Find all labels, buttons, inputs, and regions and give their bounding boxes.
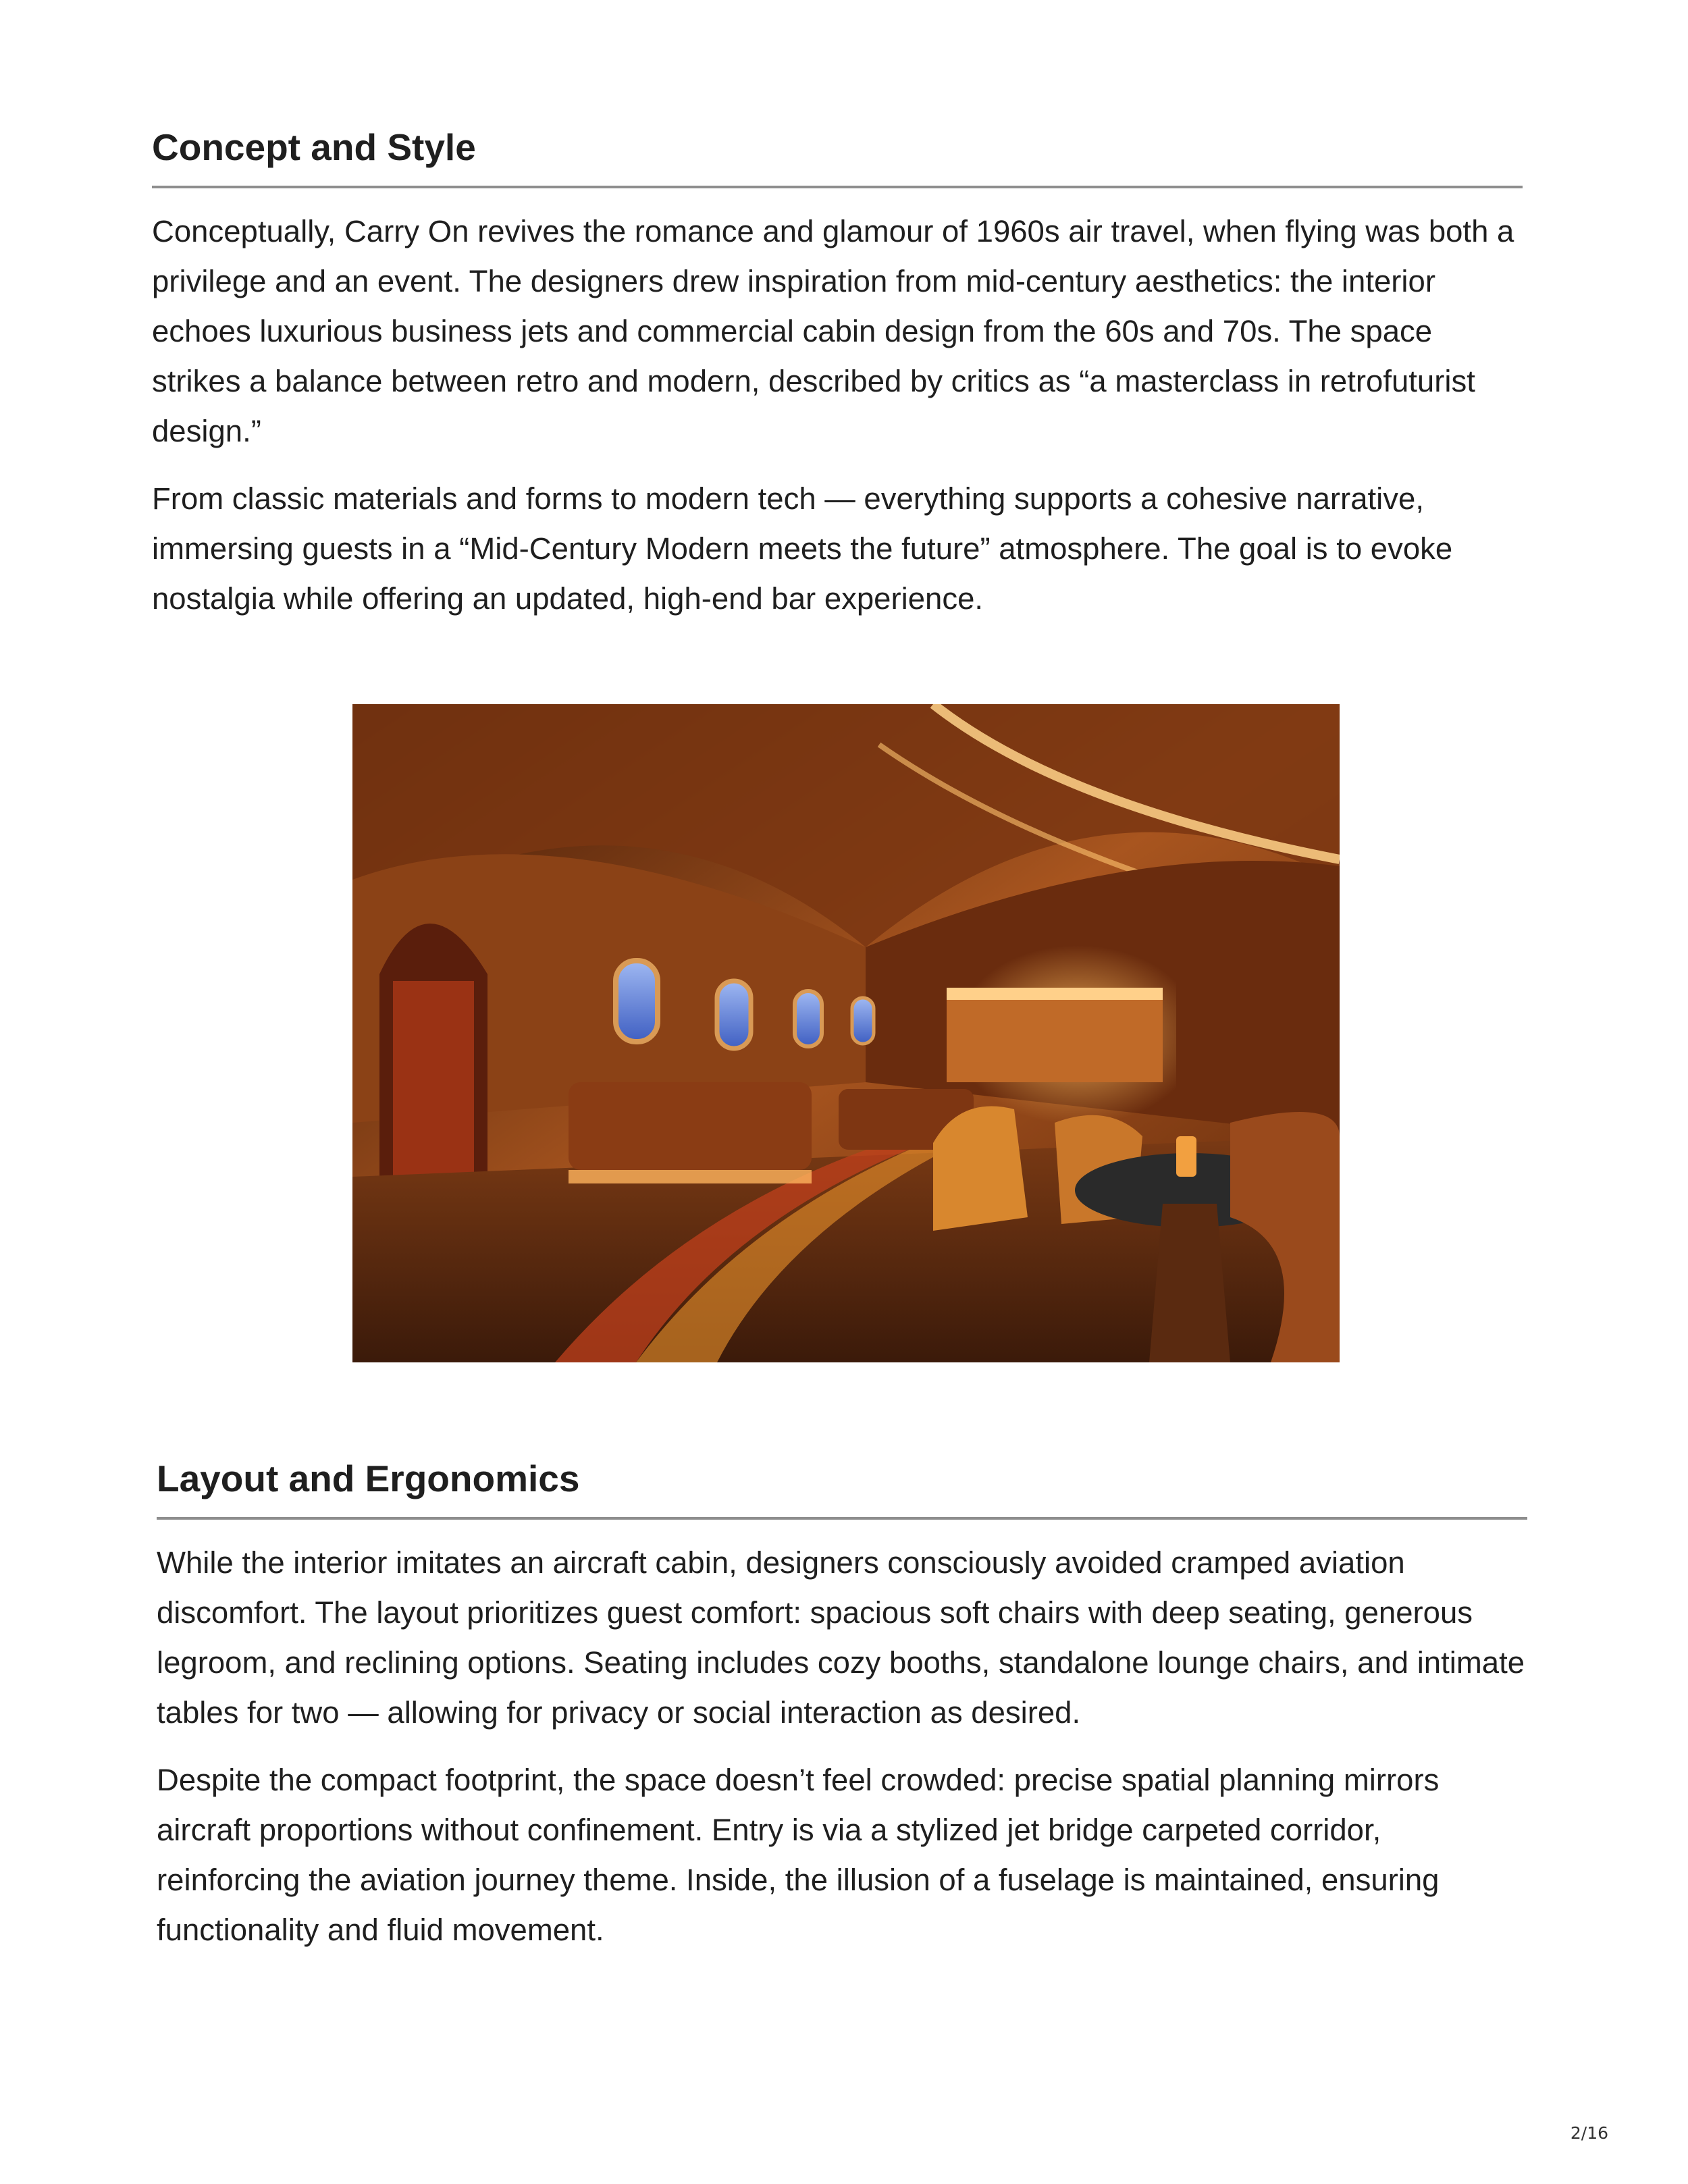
curtain bbox=[393, 981, 474, 1183]
page-number: 2/16 bbox=[1570, 2123, 1608, 2143]
paragraph: From classic materials and forms to modern tech — everything supports a cohesive narrative, immersing guests in a “Mid-Century Modern meets the future” atmosphere. The goal is to evoke nostalgia while offering an updated, high-end bar experience. bbox=[152, 481, 1453, 616]
section-concept-and-style bbox=[152, 124, 1523, 624]
section-heading: Concept and Style bbox=[152, 124, 1523, 188]
paragraph: Conceptually, Carry On revives the romance and glamour of 1960s air travel, when flying was both a privilege and an event. The designers drew inspiration from mid-century aesthetics: the interior echoes luxurious business jets and commercial cabin design from the 60s and 70s. The space strikes a balance between retro and modern, described by critics as “a masterclass in retrofuturist design.” bbox=[152, 214, 1514, 448]
bar-interior-photo bbox=[352, 704, 1340, 1362]
back-bar-shelf bbox=[947, 988, 1163, 1000]
paragraph: Despite the compact footprint, the space doesn’t feel crowded: precise spatial planning mirrors aircraft proportions without confinement. Entry is via a stylized jet bridge carpeted corridor, reinforcing the aviation journey theme. Inside, the illusion of a fuselage is maintained, ensuring functionality and fluid movement. bbox=[157, 1763, 1440, 1947]
back-bar bbox=[947, 988, 1163, 1082]
section-heading: Layout and Ergonomics bbox=[157, 1455, 1527, 1520]
section-layout-and-ergonomics bbox=[157, 1455, 1527, 1955]
paragraph: While the interior imitates an aircraft cabin, designers consciously avoided cramped aviation discomfort. The layout prioritizes guest comfort: spacious soft chairs with deep seating, generous legroom, and reclining options. Seating includes cozy booths, standalone lounge chairs, and intimate tables for two — allowing for privacy or social interaction as desired. bbox=[157, 1545, 1525, 1730]
